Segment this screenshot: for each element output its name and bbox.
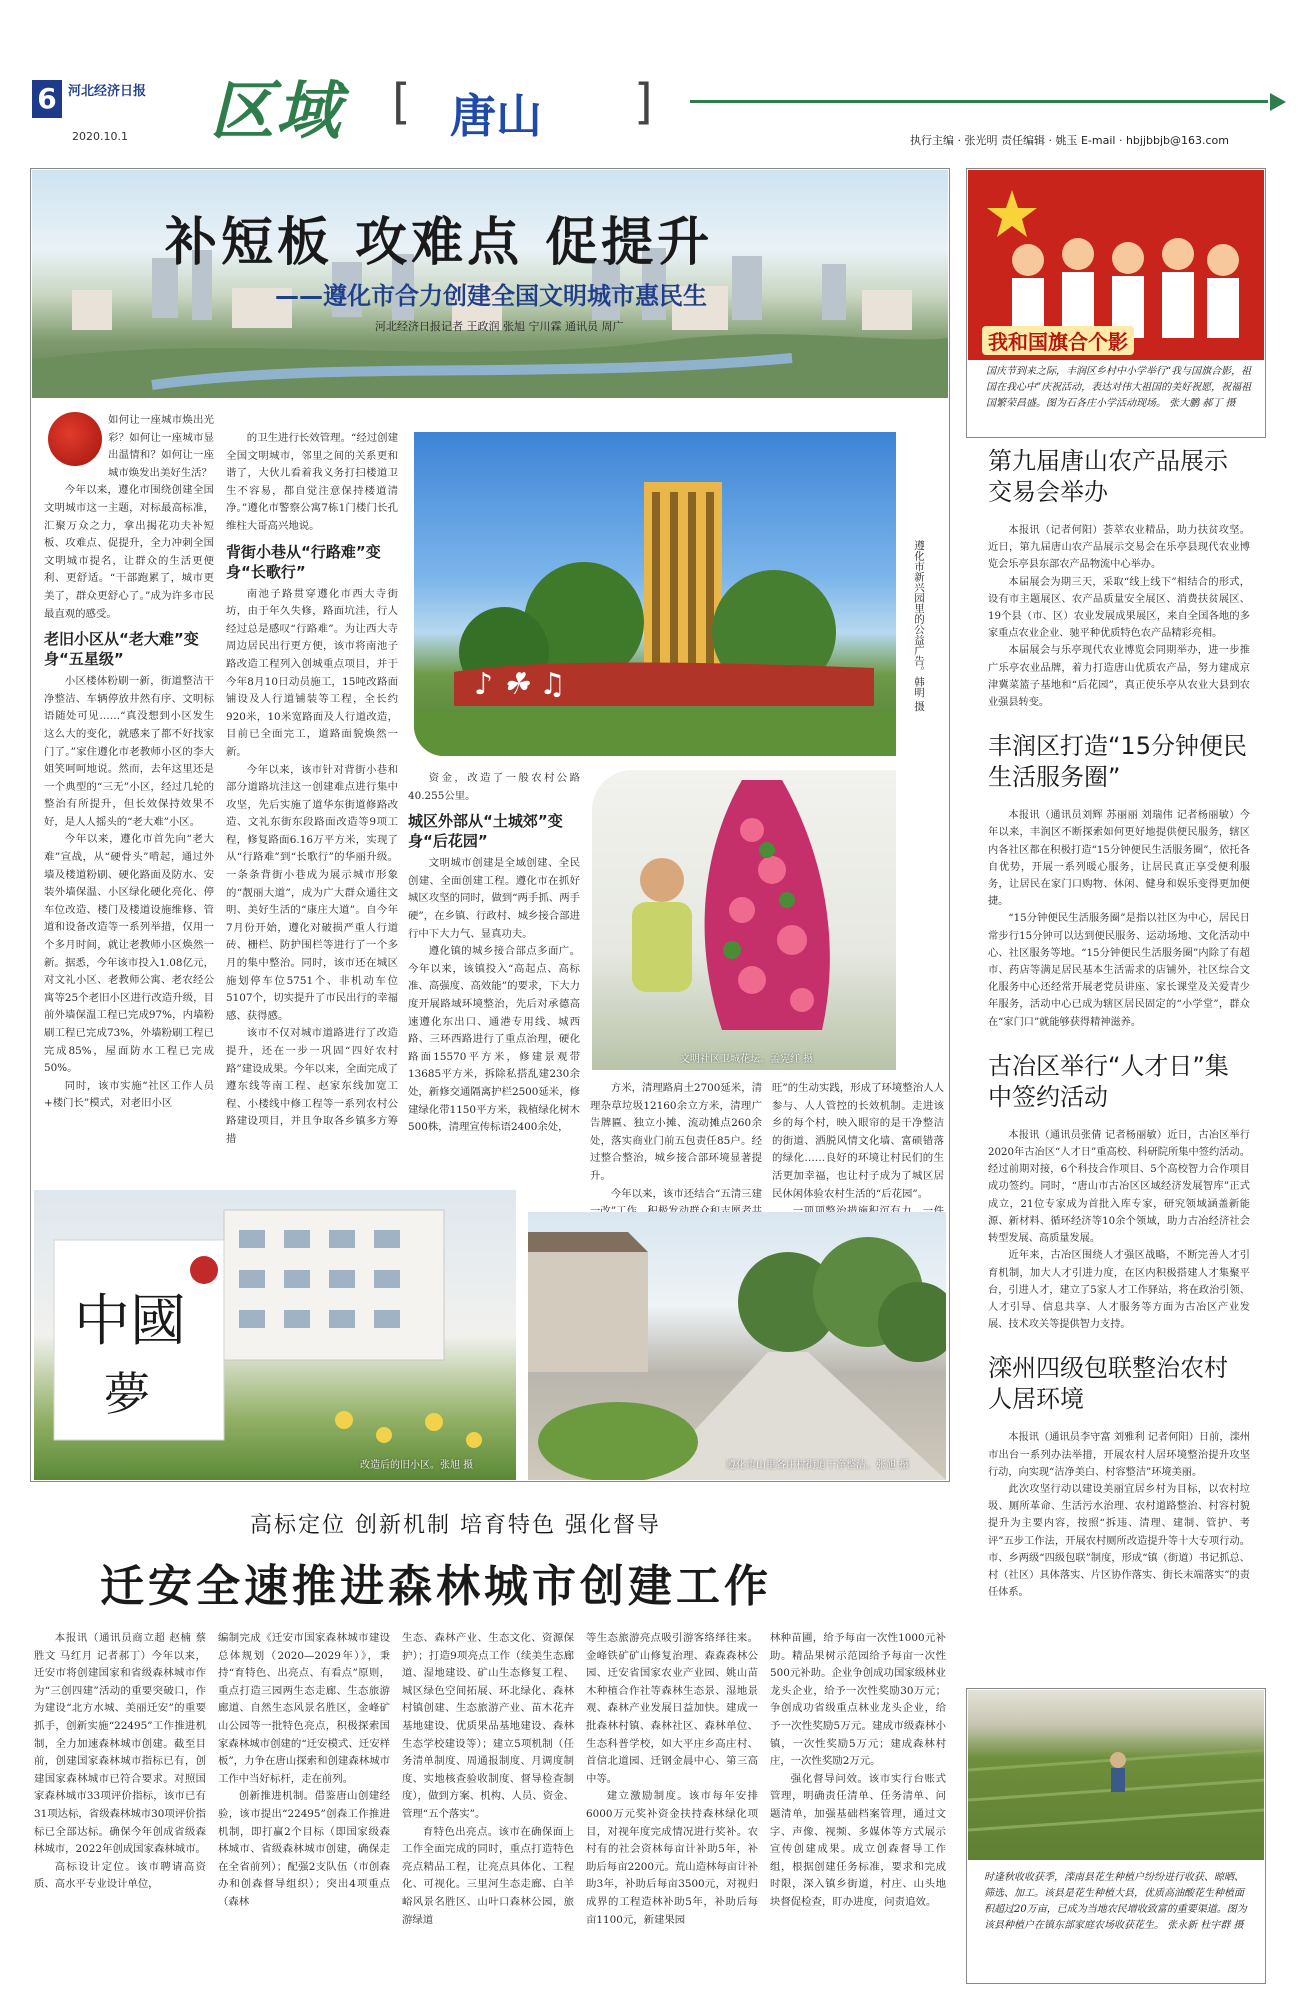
peanut-harvest-photo — [968, 1690, 1264, 1860]
news-title: 第九届唐山农产品展示交易会举办 — [988, 447, 1228, 506]
peanut-photo-caption: 时逢秋收收获季，滦南县花生种植户纷纷进行收获、晾晒、筛选、加工。该县是花生种植大县，优质高油酸花生种植面积超过20万亩，已成为当地农民增收致富的重要渠道。图为该县种植户在镇东部家庭农场收获花生。 张永新 杜宇群 摄 — [984, 1872, 1247, 1931]
news-item — [988, 446, 1250, 711]
news-para: 本报讯（记者何阳）荟萃农业精品，助力扶贫攻坚。近日，第九届唐山农产品展示交易会在乐亭县现代农业博览会乐亭县东部农产品物流中心举办。 — [988, 525, 1250, 571]
lead-para: 同时，该市实施“社区工作人员+楼门长”模式，对老旧小区 — [44, 1079, 214, 1110]
section-logo: 区域 — [210, 74, 342, 149]
bottom-para: 高标设计定位。该市聘请高资质、高水平专业设计单位， — [34, 1860, 206, 1891]
lead-para: 今年以来，该市针对背街小巷和部分道路坑洼这一创建难点进行集中攻坚，先后实施了道华东街道修路改造、文礼东街东段路面改造等9项工程，修复路面6.16万平方米，实现了从“行路难”到“长歌行”的华丽升级。一条条背街小巷成为展示城市形象的“靓丽大道”，成为广大群众通往文明、美好生活的“康庄大道”。自今年7月份开始，遵化对破损严重人行道砖、栅栏、防护围栏等进行了一个多月的集中整治。同时，该市还在城区施划停车位5751个、非机动车位5107个，切实提升了市民出行的幸福感、获得感。 — [226, 763, 398, 1022]
village-street-photo — [528, 1212, 946, 1480]
bottom-para: 生态、森林产业、生态文化、资源保护）；打造9项亮点工作（续美生态廊道、湿地建设、矿山生态修复工程、城区绿色空间拓展、环北绿化、森林村镇创建、生态旅游产业、苗木花卉基地建设、优质果品基地建设、森林生态学校建设等）；建立5项机制（任务清单制度、周通报制度、月调度制度、实地核查验收制度、督导检查制度），做到方案、机构、人员、资金、管理“五个落实”。 — [402, 1632, 574, 1820]
bottom-para: 强化督导问效。该市实行台账式管理，明确责任清单、任务清单、问题清单，加强基础档案管理，通过文字、声像、视频、多媒体等方式展示宣传创建成果。成立创森督导工作组，根据创建任务标准，要求和完成时限，深入镇乡街道，村庄、山头地块督促检查，盯办进度，问责追效。 — [770, 1772, 946, 1908]
news-para: 本报讯（通讯员张倩 记者杨丽敏）近日，古冶区举行2020年古冶区“人才日”重高校、科研院所集中签约活动。经过前期对接，6个科技合作项目、5个高校智力合作项目成功签约。同时，“唐山市古冶区区域经济发展智库”正式成立，21位专家成为首批入库专家，研究领域涵盖新能源、新材料、循环经济等10余个领域，助力古冶经济社会转型发展、高质量发展。 — [988, 1129, 1250, 1245]
lead-byline: 河北经济日报记者 王政润 张旭 宁川霖 通讯员 周广 — [375, 320, 624, 333]
lead-column-3 — [408, 770, 580, 1137]
editor-line: 执行主编 · 张光明 责任编辑 · 姚玉 E-mail · hbjjbbjb@163.com — [910, 134, 1230, 147]
news-item — [988, 1353, 1250, 1601]
lead-para: 方米，清理路肩土2700延米，清理杂草垃圾12160余立方米，清理广告牌匾、独立小摊、流动摊点260余处，落实商业门前五包责任85户。经过整合整治，城乡接合部环境显著提升。 — [590, 1082, 762, 1182]
flag-banner-text: 我和国旗合个影 — [982, 326, 1134, 355]
lead-subhead-outskirt: 城区外部从“土城郊”变身“后花园” — [408, 812, 563, 851]
news-title: 滦州四级包联整治农村人居环境 — [988, 1354, 1228, 1414]
news-para: 本报讯（通讯员刘辉 苏丽丽 刘瑞伟 记者杨丽敏）今年以来，丰润区不断探索如何更好地提供便民服务，辖区内各社区都在积极打造“15分钟便民生活服务圈”，依托各自优势，开展一系列暖心服务，让居民真正享受便利服务，让居民在家门口购物、休闲、健身和娱乐变得更加便捷。 — [988, 810, 1250, 908]
sidebar-articles — [988, 446, 1250, 1601]
lead-para: 今年以来，遵化市首先向“老大难”宣战，从“硬骨头”啃起，通过外墙及楼道粉刷、硬化路面及防水、安装外墙保温、小区绿化硬化亮化、停车位改造、楼门及楼道设施维修、管道和设备改造等一系列举措，仅用一个多月时间，就让老教师小区焕然一新。据悉，今年该市投入1.08亿元，对文礼小区、老教师公寓、老农经公寓等25个老旧小区进行改造升级，目前外墙保温工程已完成97%，内墙粉刷工程已完成73%，外墙粉刷工程已完成85%，屋面防水工程已完成50%。 — [44, 833, 214, 1075]
bottom-para: 等生态旅游亮点吸引游客络绎往来。金峰铁矿矿山修复治理、森森森林公园、迁安省国家农业产业园、姚山苗木种植合作社等森林生态景、湿地景观、森林产业发展日益加快。建成一批森林村镇、森林社区、森林单位、生态科普学校，如大平庄乡高庄村、首信北道园、迁钢金晨中心、第三高中等。 — [586, 1632, 758, 1785]
news-item — [988, 731, 1250, 1031]
region-name: 唐山 — [450, 89, 542, 143]
news-title: 古冶区举行“人才日”集中签约活动 — [988, 1051, 1229, 1111]
bottom-column-2 — [218, 1630, 390, 1912]
lead-para: 今年以来，该市还结合“五清三建 — [610, 1187, 762, 1200]
lead-subhead-old-community: 老旧小区从“老大难”变身“五星级” — [44, 630, 199, 669]
lead-title: 补短板 攻难点 促提升 — [165, 213, 714, 273]
svg-text:♪ ☘ ♫: ♪ ☘ ♫ — [474, 667, 567, 702]
bottom-para: 林种苗圃，给予每亩一次性1000元补助。精品果树示范园给予每亩一次性500元补助。企业争创成功国家级林业龙头企业，给予一次性奖励30万元；争创成功省级重点林业龙头企业，给予一次性奖励5万元。建成市级森林小镇，一次性奖励5万元；建成森林村庄，一次性奖励2万元。 — [770, 1632, 946, 1768]
masthead — [30, 74, 1285, 149]
lead-subhead-back-lane: 背街小巷从“行路难”变身“长歌行” — [226, 542, 381, 581]
bottom-para: 编制完成《迁安市国家森林城市建设总体规划（2020—2029年）》，秉持“育特色、出亮点、有看点”原则，重点打造三园两生态走廊、生态旅游廊道、自然生态风景名胜区，金峰矿山公园等一批特色亮点，积极探索国家森林城市创建的“迁安模式、迁安样板”，力争在唐山探索和创建森林城市工作中当好标杆，走在前列。 — [218, 1632, 390, 1785]
lead-para: 今年以来，遵化市围绕创建全国文明城市这一主题，对标最高标准，汇聚万众之力，拿出揭花功夫补短板、攻难点、促提升，全力冲刺全国文明城市提名，让群众的生活更便利、更舒适。“干部跑累了，城市更美了，群众更舒心了。”成为许多市民最直观的感受。 — [44, 484, 214, 620]
news-para: 近年来，古冶区围绕人才强区战略，不断完善人才引育机制，加大人才引进力度，在区内积极搭建人才集聚平台，引进人才，建立了5家人才工作驿站，将在政治引领、人才引导、信息共享、人才服务等方面为古冶区产业发展、技术攻关等提供智力支持。 — [988, 1250, 1250, 1331]
news-para: 本报讯（通讯员李守富 刘雅利 记者何阳）日前，滦州市出台一系列办法举措，开展农村人居环境整治提升攻坚行动，向实现“洁净美白、村容整洁”环境美丽。 — [988, 1432, 1250, 1478]
news-para: 本届展会为期三天，采取“线上线下”相结合的形式，设有市主题展区、农产品质量安全展区、消费扶贫展区、19个县（市、区）农业发展成果展区，来自全国各地的多家重点农业企业、驰平种优质特色农产品精彩亮相。 — [988, 576, 1250, 640]
issue-date: 2020.10.1 — [72, 130, 128, 143]
bottom-para: 育特色出亮点。该市在确保面上工作全面完成的同时，重点打造特色亮点精品工程，让亮点具体化、工程化、可视化。三里河生态走廊、白羊峪风景名胜区、山叶口森林公园，旅游绿道 — [402, 1825, 574, 1926]
paper-name: 河北经济日报 — [68, 84, 147, 99]
header-rule — [690, 100, 1268, 103]
lead-subtitle: ——遵化市合力创建全国文明城市惠民生 — [275, 282, 707, 310]
bottom-column-4 — [586, 1630, 758, 1929]
flower-tower-photo — [592, 770, 896, 1070]
flower-photo-caption: 文明社区卫城花坛。孟宪红 摄 — [680, 1054, 814, 1065]
news-para: “15分钟便民生活服务圈”是指以社区为中心，居民日常步行15分钟可以达到便民服务、运动场地、文化活动中心、社区服务等地。“15分钟便民生活服务圈”内除了有超市、药店等满足居民基本生活需求的店铺外，社区综合文化服务中心还经常开展老党员讲座、家长课堂及关爱青少年服务，活动中心已成为辖区居民固定的“小学堂”，群众在“家门口”就能够获得精神滋养。 — [988, 913, 1250, 1028]
region-bracket-left: [ — [392, 74, 411, 130]
lead-para: 如何让一座城市焕出光彩？如何让一座城市显出温情和？如何让一座城市焕发出美好生活？ — [108, 414, 214, 479]
bottom-story-title: 迁安全速推进森林城市创建工作 — [100, 1561, 772, 1612]
park-billboard-photo — [414, 432, 896, 756]
lead-para: 该市不仅对城市道路进行了改造提升，还在一步一巩固“四好农村路”建设成果。今年以来，全面完成了遵东线等南工程、赵家东线加宽工程、小楼线中修工程等一系列农村公路建设项目，并且争取各乡镇多方筹措 — [226, 1027, 398, 1145]
news-item — [988, 1051, 1250, 1333]
region-bracket-right: ] — [634, 74, 653, 130]
header-arrow-icon — [1270, 93, 1286, 111]
svg-text:夢: 夢 — [104, 1367, 150, 1421]
page-number: 6 — [32, 80, 62, 118]
community-photo-caption: 改造后的旧小区。张旭 摄 — [360, 1460, 474, 1471]
svg-text:中國: 中國 — [74, 1289, 186, 1354]
lead-para: 文明城市创建是全域创建、全民创建、全面创建工程。遵化市在抓好城区攻坚的同时，做到“两手抓、两手硬”，在乡镇、行政村、城乡接合部进行中下大力气、显真功夫。 — [408, 857, 580, 940]
bottom-para: 本报讯（通讯员商立超 赵楠 蔡胜文 马红月 记者郝丁）今年以来，迁安市将创建国家和省级森林城市作为“三创四建”活动的重要突破口，作为建设“北方水城、美丽迁安”的重要抓手，创新实施“22495”工作推进机制，全力加速森林城市创建。截至目前，创建国家森林城市指标已有，创建国家森林城市已符合要求。对照国家森林城市33项评价指标，该市已有31项达标，省级森林城市30项评价指标已全部达标。确保今年创成省级森林城市，2022年创成国家森林城市。 — [34, 1632, 206, 1856]
lead-para: 资金，改造了一般农村公路40.255公里。 — [408, 772, 580, 802]
bottom-column-5 — [770, 1630, 946, 1912]
lead-para: 小区楼体粉刷一新，街道整洁干净整洁、车辆停放井然有序、文明标语随处可见……“真没想到小区发生这么大的变化，就感来了都不好找家门了。”家住遵化市老教师小区的李大姐笑呵呵地说。然而，去年这里还是一个典型的“三无”小区，经过几轮的整治有所提升，但长效保持效果不好，是人人摇头的“老大难”小区。 — [44, 675, 214, 828]
lead-para: 遵化镇的城乡接合部点多面广。今年以来，该镇投入“高起点、高标准、高强度、高效能”的要求，下大力度开展路域环境整治，先后对承德高速遵化东出口、通港专用线、城西路、三环西路进行了重点治理，硬化路面15570平方米，修建景观带13685平方米，拆除私搭乱建230余处，新修交通隔离护栏2500延米，修建绿化带1150平方米，栽植绿化树木500株，清理宣传标语2400余处， — [408, 945, 580, 1134]
news-para: 此次攻坚行动以建设美丽宜居乡村为目标，以农村垃圾、厕所革命、生活污水治理、农村道路整治、村容村貌提升为主要内容，按照“拆违、清理、建制、管护、考评”五步工作法，开展农村厕所改造提升等十大专项行动。市、乡两级“四级包联”制度，形成“镇（街道）书记抓总、村（社区）具体落实、片区协作落实、街长末端落实”的责任体系。 — [988, 1483, 1250, 1599]
lead-para: 的卫生进行长效管理。“经过创建全国文明城市，邻里之间的关系更和谐了，大伙儿看着我义务打扫楼道卫生不容易，都自觉注意保持楼道清净。”遵化市警察公寓7栋1门楼门长孔维柱大哥高兴地说。 — [226, 432, 398, 532]
news-title: 丰润区打造“15分钟便民生活服务圈” — [988, 732, 1247, 792]
lead-column-1 — [44, 412, 214, 1113]
park-photo-caption: 遵化市新兴园里的公益广告。韩明 摄 — [913, 540, 925, 712]
flag-photo-caption: 国庆节到来之际，丰润区乡村中小学举行“我与国旗合影，祖国在我心中”庆祝活动，表达对伟大祖国的美好祝愿，祝福祖国繁荣昌盛。图为石各庄小学活动现场。 张大鹏 郝丁 摄 — [986, 366, 1252, 409]
renovated-community-photo — [34, 1190, 516, 1480]
lead-column-2 — [226, 430, 398, 1149]
village-photo-caption: 遵化市山里各庄村街道干净整洁。张旭 摄 — [726, 1460, 910, 1471]
lead-para: 旺”的生动实践，形成了环境整治人人参与、人人管控的长效机制。走进该乡的每个村，映入眼帘的是干净整洁的街道、洒脱风情文化墙、富硕错落的绿化……良好的环境让村民们的生活更加幸福，也让村子成为了城区居民休闲体验农村生活的“后花园”。 — [772, 1082, 944, 1200]
bottom-story-kicker: 高标定位 创新机制 培育特色 强化督导 — [250, 1513, 661, 1538]
bottom-column-3 — [402, 1630, 574, 1929]
bottom-para: 创新推进机制。借鉴唐山创建经验，该市提出“22495”创森工作推进机制，即打赢2个目标（即国家级森林城市、省级森林城市创建，确保走在全省前列）；配强2支队伍（市创森办和创森督导组织）；突出4项重点（森林 — [218, 1790, 390, 1908]
bottom-para: 建立激励制度。该市每年安排6000万元奖补资金扶持森林绿化项目，对视年度完成情况进行奖补。农村有的社会资林每亩计补助5年，补助后每亩2200元。荒山造林每亩计补助3年，补助后每亩3500元，对视归成界的工程造林补助5年，补助后每亩1100元，新建果园 — [586, 1790, 758, 1926]
bottom-column-1 — [34, 1630, 206, 1894]
news-para: 本届展会与乐亭现代农业博览会同期举办，进一步推广乐亭农业品牌，着力打造唐山优质农产品，努力建成京津冀菜篮子基地和“后花园”，真正使乐亭从农业大县到农业强县转变。 — [988, 645, 1250, 709]
lead-para: 南池子路贯穿遵化市西大寺街坊，由于年久失修，路面坑洼，行人经过总是感叹“行路难”。为让西大寺周边居民出行更方便，该市将南池子路改造工程列入创城重点项目，并于今年8月10日动员施工，15吨改路面铺设及人行道铺装等工程，全长约920米，10米宽路面及人行道改造，目前已全面完工，道路面貌焕然一新。 — [226, 587, 398, 758]
